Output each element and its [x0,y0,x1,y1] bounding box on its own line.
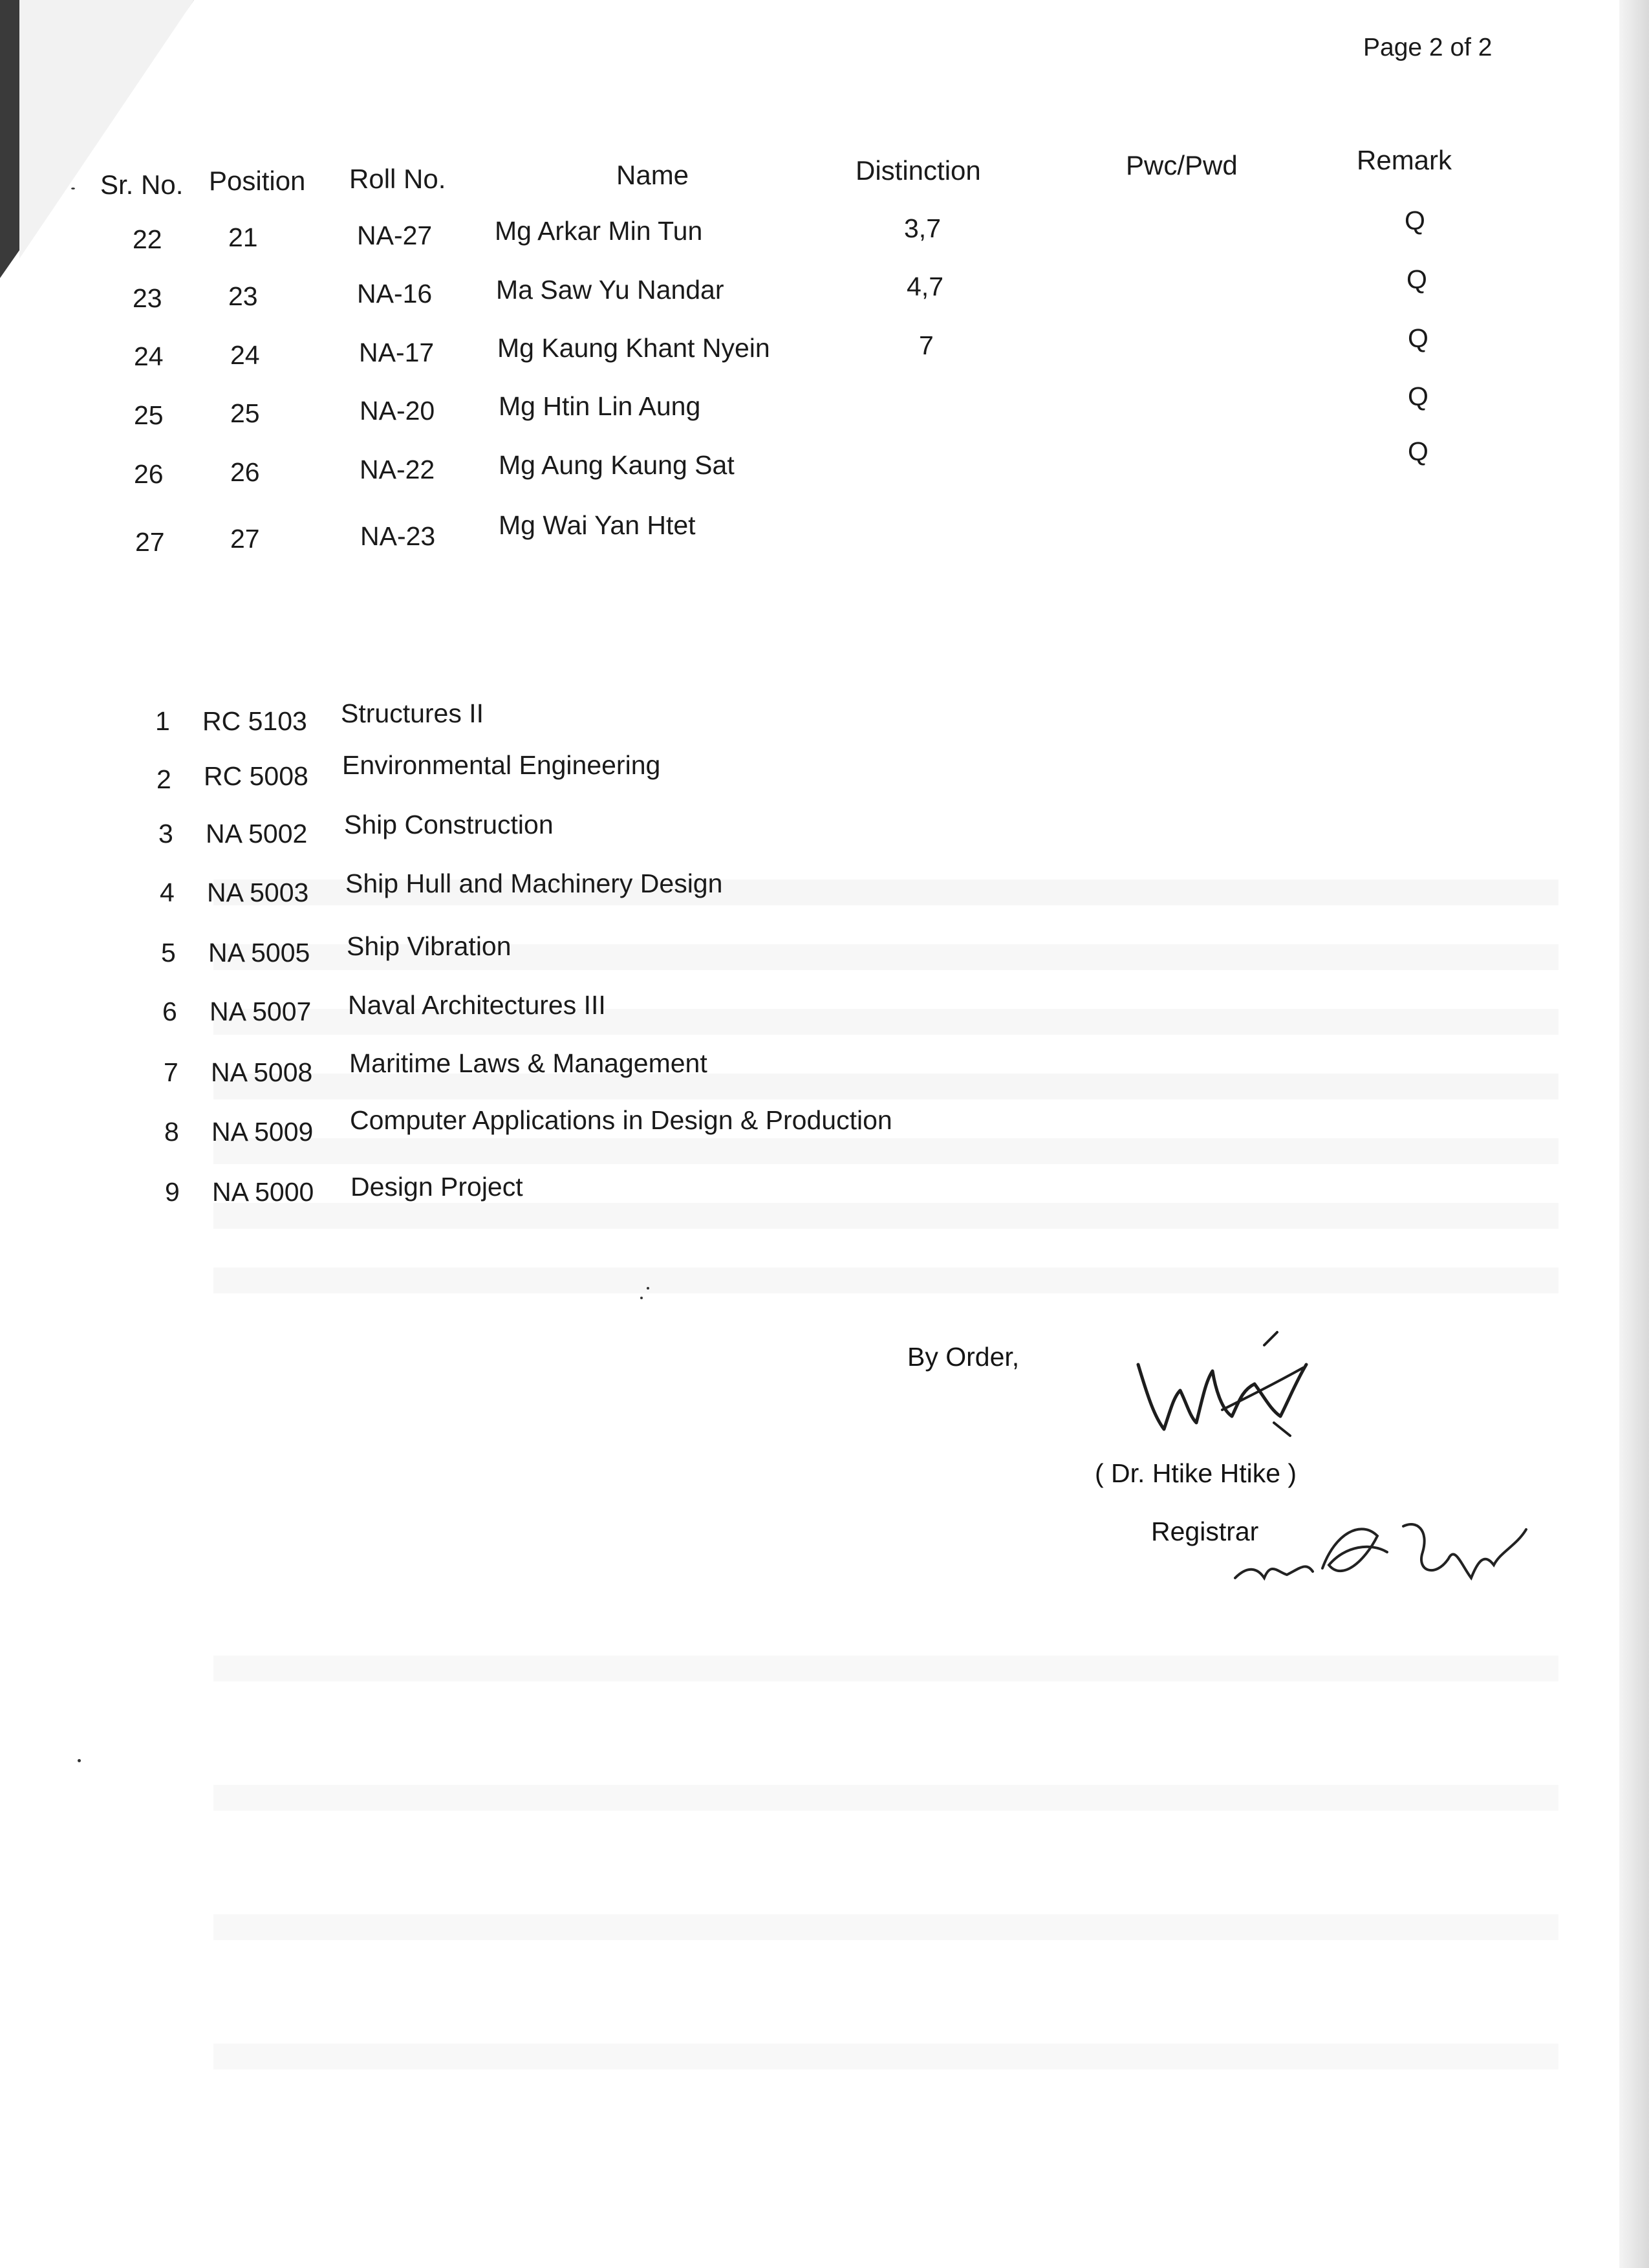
course-title: Design Project [350,1172,523,1202]
course-no: 2 [156,764,171,794]
course-title: Ship Hull and Machinery Design [345,869,723,898]
course-title: Computer Applications in Design & Production [350,1105,892,1135]
course-code: RC 5008 [204,761,308,791]
cell-remark: Q [1408,437,1428,466]
course-code: NA 5002 [206,819,308,848]
course-no: 9 [165,1177,180,1207]
cell-roll-no: NA-17 [359,338,435,367]
cell-sr-no: 25 [134,400,164,430]
header-pwc-pwd: Pwc/Pwd [1126,150,1238,180]
cell-name: Mg Aung Kaung Sat [499,450,735,480]
cell-distinction: 3,7 [904,213,941,243]
course-no: 7 [164,1057,178,1087]
registrar-name: ( Dr. Htike Htike ) [1095,1458,1297,1488]
handwritten-note-icon [1229,1507,1539,1597]
course-no: 3 [158,819,173,848]
header-name: Name [616,160,689,190]
scan-speck [71,188,75,189]
cell-position: 25 [230,398,260,428]
course-code: NA 5003 [207,878,309,907]
course-title: Ship Vibration [347,931,512,961]
header-remark: Remark [1357,145,1452,175]
cell-position: 26 [230,457,260,487]
header-distinction: Distinction [856,155,981,186]
course-no: 5 [161,938,176,967]
cell-name: Mg Kaung Khant Nyein [497,333,770,363]
cell-remark: Q [1408,382,1428,411]
course-code: NA 5000 [212,1177,314,1207]
cell-distinction: 7 [919,330,934,360]
course-title: Ship Construction [344,810,554,839]
cell-roll-no: NA-27 [357,221,433,250]
cell-roll-no: NA-20 [360,396,435,426]
course-title: Environmental Engineering [342,750,661,780]
cell-name: Mg Wai Yan Htet [499,510,696,540]
course-code: RC 5103 [202,706,307,736]
cell-remark: Q [1408,323,1428,353]
cell-position: 24 [230,340,260,370]
cell-sr-no: 27 [135,527,165,557]
cell-sr-no: 23 [133,283,162,313]
course-no: 8 [164,1117,179,1147]
course-title: Structures II [341,698,484,728]
scan-speck [640,1297,643,1299]
header-position: Position [209,166,306,196]
course-code: NA 5009 [211,1117,314,1147]
cell-name: Ma Saw Yu Nandar [496,275,724,305]
course-no: 6 [162,997,177,1026]
cell-remark: Q [1405,206,1425,235]
cell-name: Mg Htin Lin Aung [499,391,701,421]
course-no: 4 [160,878,175,907]
course-title: Maritime Laws & Management [349,1048,707,1078]
cell-position: 21 [228,222,258,252]
cell-sr-no: 24 [134,341,164,371]
header-roll-no: Roll No. [349,164,446,194]
cell-roll-no: NA-22 [360,455,435,484]
page-number: Page 2 of 2 [1363,34,1493,61]
cell-position: 23 [228,281,258,311]
course-code: NA 5008 [211,1057,313,1087]
scan-edge [1619,0,1649,2268]
course-no: 1 [155,706,170,736]
by-order-text: By Order, [907,1342,1020,1372]
course-code: NA 5005 [208,938,310,967]
course-title: Naval Architectures III [348,990,606,1020]
cell-distinction: 4,7 [907,272,943,301]
scan-speck [78,1759,81,1762]
registrar-title: Registrar [1151,1517,1259,1546]
course-code: NA 5007 [210,997,312,1026]
cell-name: Mg Arkar Min Tun [495,216,703,246]
page-fold-corner [19,0,194,259]
cell-remark: Q [1406,265,1427,294]
cell-sr-no: 26 [134,459,164,489]
cell-roll-no: NA-23 [360,521,436,551]
scan-speck [647,1287,649,1290]
header-sr-no: Sr. No. [100,169,184,200]
cell-sr-no: 22 [133,224,162,254]
cell-roll-no: NA-16 [357,279,433,308]
signature-mark [1125,1319,1313,1449]
cell-position: 27 [230,524,260,554]
